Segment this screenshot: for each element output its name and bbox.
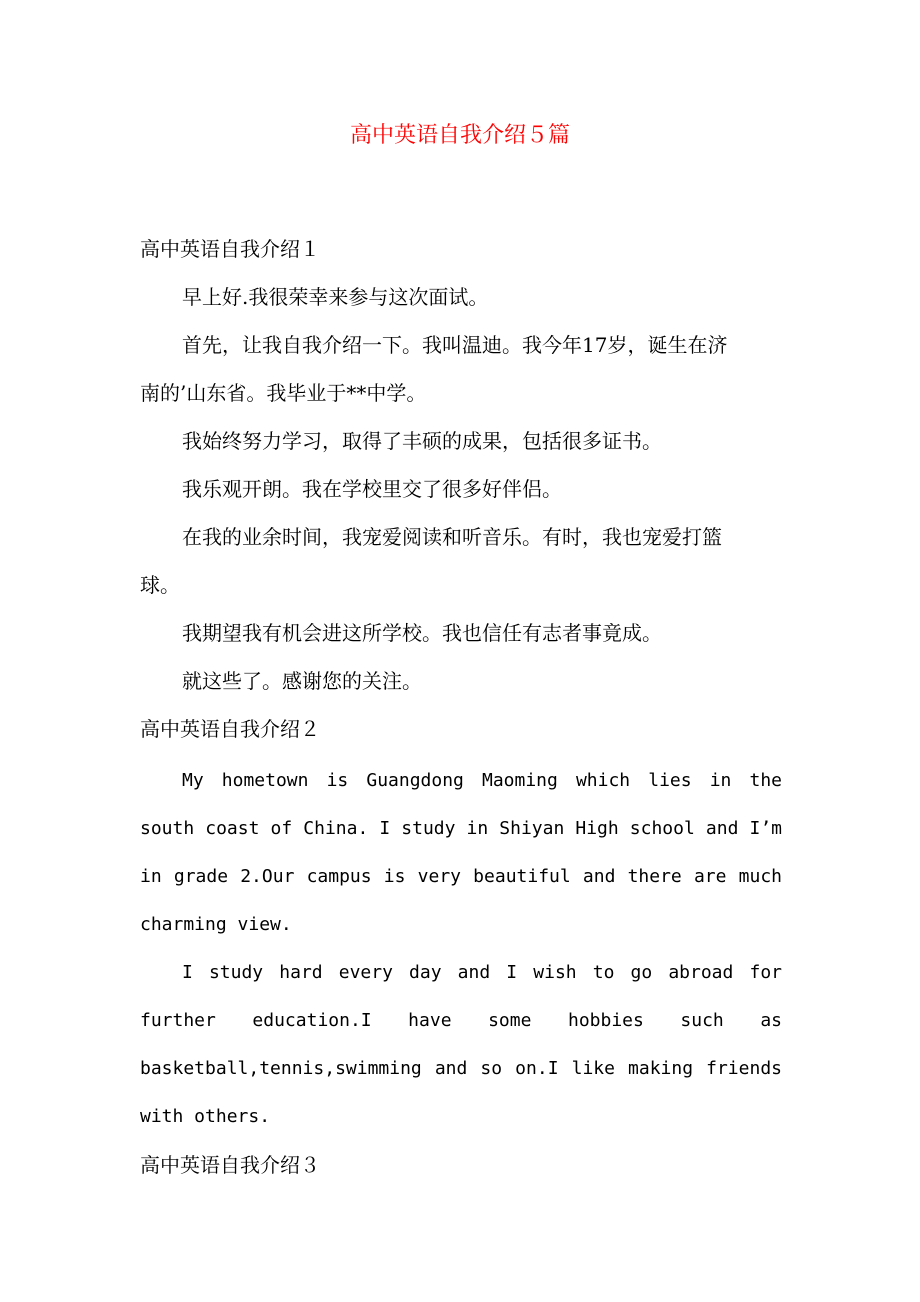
section-heading-3: 高中英语自我介绍３ <box>140 1153 320 1177</box>
paragraph-line: 球。 <box>140 573 180 597</box>
section-heading-2: 高中英语自我介绍２ <box>140 717 320 741</box>
paragraph-line: charming view. <box>140 914 292 935</box>
paragraph-line: 就这些了。感谢您的关注。 <box>182 669 422 693</box>
paragraph-line: basketball,tennis,swimming and so on.I like making friends <box>140 1058 782 1079</box>
paragraph-line: with others. <box>140 1106 271 1127</box>
paragraph-line: 我乐观开朗。我在学校里交了很多好伴侣。 <box>182 477 562 501</box>
paragraph-line: 早上好.我很荣幸来参与这次面试。 <box>182 285 489 309</box>
paragraph-line: I study hard every day and I wish to go abroad for <box>182 962 782 983</box>
paragraph-line: in grade 2.Our campus is very beautiful and there are much <box>140 866 782 887</box>
paragraph-line: south coast of China. I study in Shiyan High school and I’m <box>140 818 782 839</box>
paragraph-line: My hometown is Guangdong Maoming which lies in the <box>182 770 782 791</box>
paragraph-line: 首先，让我自我介绍一下。我叫温迪。我今年17岁，诞生在济 <box>182 333 728 357</box>
paragraph-line: 我始终努力学习，取得了丰硕的成果，包括很多证书。 <box>182 429 662 453</box>
section-heading-1: 高中英语自我介绍１ <box>140 237 320 261</box>
paragraph-line: 我期望我有机会进这所学校。我也信任有志者事竟成。 <box>182 621 662 645</box>
document-title: 高中英语自我介绍５篇 <box>349 123 570 148</box>
paragraph-line: 南的’山东省。我毕业于**中学。 <box>140 381 427 405</box>
paragraph-line: 在我的业余时间，我宠爱阅读和听音乐。有时，我也宠爱打篮 <box>182 525 722 549</box>
paragraph-line: further education.I have some hobbies such as <box>140 1010 782 1031</box>
